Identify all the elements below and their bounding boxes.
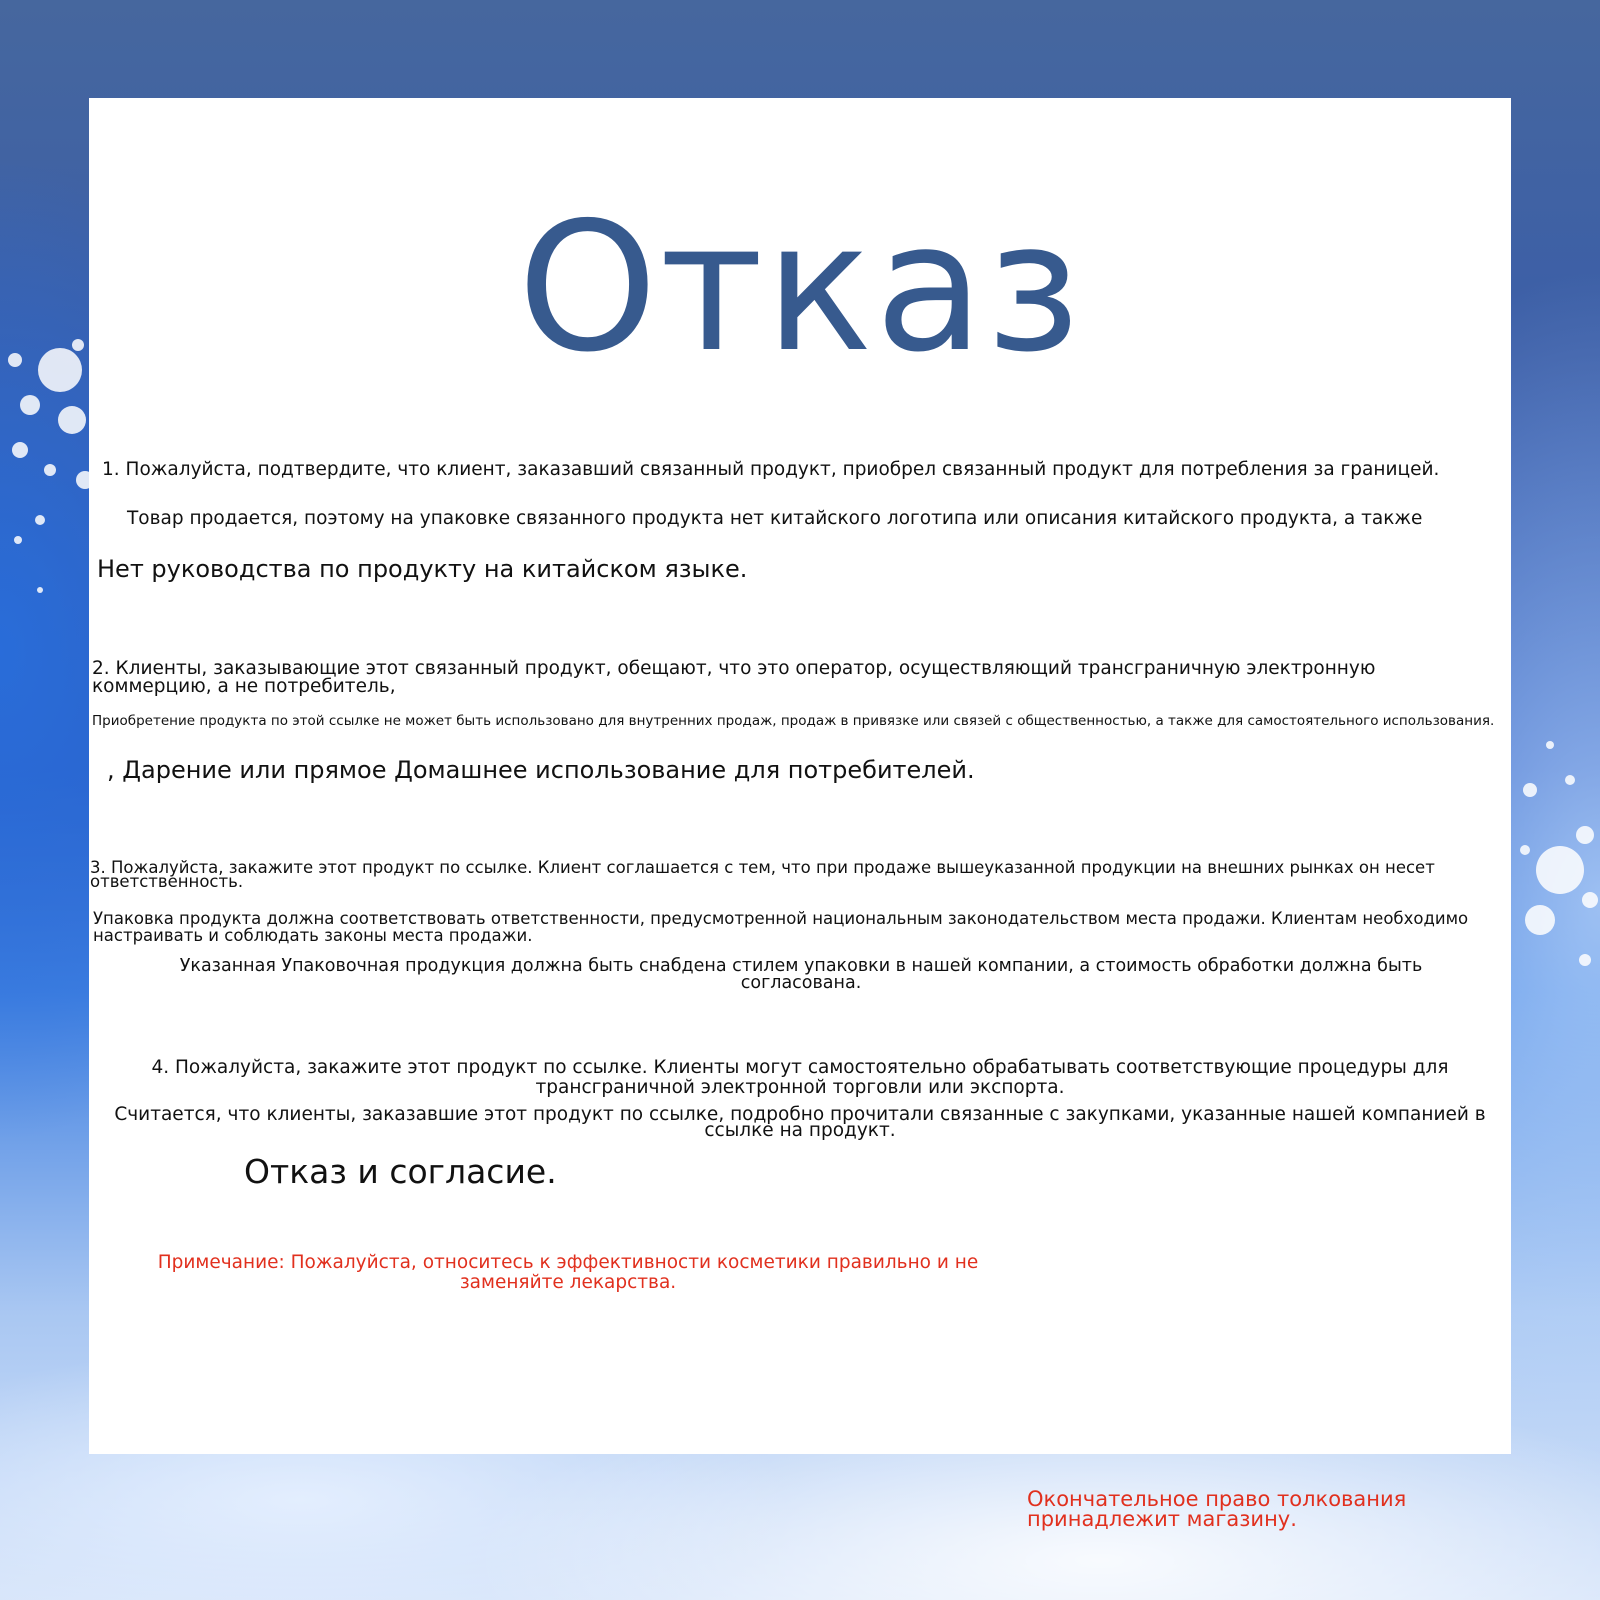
clause-2-ending: , Дарение или прямое Домашнее использование для потребителей. <box>107 756 975 784</box>
clause-1-continuation: Товар продается, поэтому на упаковке связанного продукта нет китайского логотипа или описания китайского продукта, а также <box>127 508 1423 529</box>
page-title: Отказ <box>517 184 1083 391</box>
clause-3-continuation: Упаковка продукта должна соответствовать ответственности, предусмотренной национальным законодательством места продажи. Клиентам необходимо настраивать и соблюдать законы места продажи. <box>93 909 1469 945</box>
footer-text: Окончательное право толкования принадлежит магазину. <box>1027 1487 1407 1531</box>
clause-3-ending: Указанная Упаковочная продукция должна быть снабдена стилем упаковки в нашей компании, а стоимость обработки должна быть согласована. <box>179 956 1423 993</box>
clause-2-text: 2. Клиенты, заказывающие этот связанный продукт, обещают, что это оператор, осуществляющий трансграничную электронную коммерцию, а не потребитель, <box>92 658 1376 697</box>
clause-4-ending: Отказ и согласие. <box>244 1152 557 1191</box>
clause-4-text: 4. Пожалуйста, закажите этот продукт по ссылке. Клиенты могут самостоятельно обрабатывать соответствующие процедуры для трансграничной электронной торговли или экспорта. <box>151 1057 1449 1098</box>
clause-1-ending: Нет руководства по продукту на китайском языке. <box>97 555 748 583</box>
note-text: Примечание: Пожалуйста, относитесь к эффективности косметики правильно и не заменяйте лекарства. <box>157 1252 979 1293</box>
clause-3-text: 3. Пожалуйста, закажите этот продукт по ссылке. Клиент соглашается с тем, что при продаже вышеуказанной продукции на внешних рынках он несет ответственность. <box>90 858 1435 891</box>
clause-1-text: 1. Пожалуйста, подтвердите, что клиент, заказавший связанный продукт, приобрел связанный продукт для потребления за границей. <box>102 459 1440 480</box>
clause-2-continuation: Приобретение продукта по этой ссылке не может быть использовано для внутренних продаж, продаж в привязке или связей с общественностью, а также для самостоятельного использования. <box>92 713 1495 729</box>
clause-4-continuation: Считается, что клиенты, заказавшие этот продукт по ссылке, подробно прочитали связанные с закупками, указанные нашей компанией в ссылке на продукт. <box>114 1104 1486 1141</box>
